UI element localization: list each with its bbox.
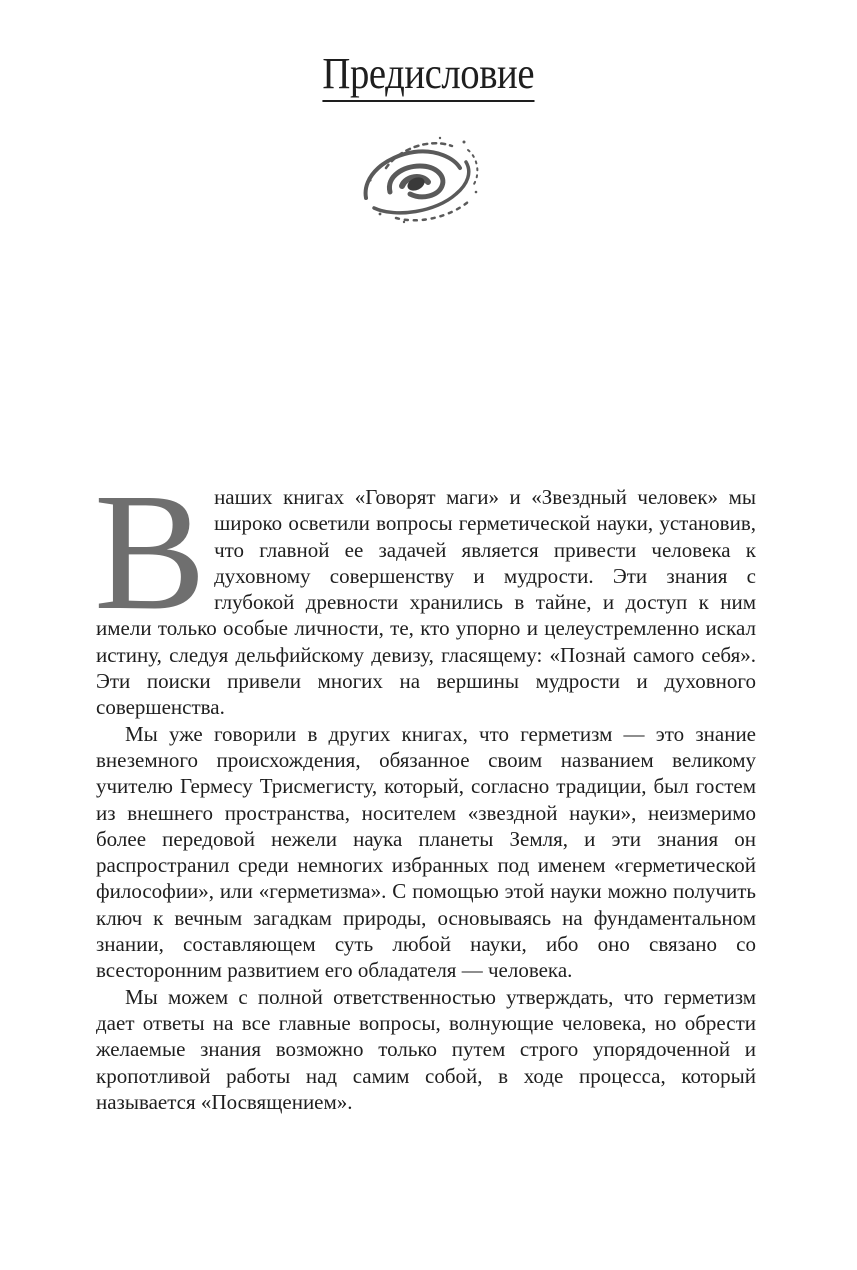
paragraph-3: Мы можем с полной ответственностью утверждать, что герметизм дает ответы на все главные вопросы, волнующие человека, но обрести желаемые знания возможно только путем строго упорядоченной и кропотливой работы над самим собой, в ходе процесса, который называется «Посвящением».: [96, 984, 756, 1114]
paragraph-2: Мы уже говорили в других книгах, что герметизм — это знание внеземного происхождения, обязанное своим названием великому учителю Гермесу Трисмегисту, который, согласно традиции, был гостем из внешнего пространства, носителем «звездной науки», неизмеримо более передовой нежели наука планеты Земля, и эти знания он распространил среди немногих избранных под именем «герметической философии», или «герметизма». С помощью этой науки можно получить ключ к вечным загадкам природы, основываясь на фундаментальном знании, составляющем суть любой науки, ибо оно связано со всесторонним развитием его обладателя — человека.: [96, 721, 756, 983]
paragraph-1: [94, 459, 756, 721]
paragraph-1-text: наших книгах «Говорят маги» и «Звездный человек» мы широко осветили вопросы герметической науки, установив, что главной ее задачей является привести человека к духовному совершенству и мудрости. Эти знания с глубокой древности хранились в тайне, и доступ к ним имели только особые личности, те, кто упорно и целеустремленно искал истину, следуя дельфийскому девизу, гласящему: «Познай самого себя». Эти поиски привели многих на вершины мудрости и духовного совершенства.: [96, 485, 756, 720]
galaxy-icon: [356, 128, 486, 226]
body-text: [94, 459, 756, 1115]
chapter-heading: [0, 49, 857, 102]
drop-cap: В: [94, 459, 207, 645]
chapter-title: Предисловие: [323, 52, 535, 102]
